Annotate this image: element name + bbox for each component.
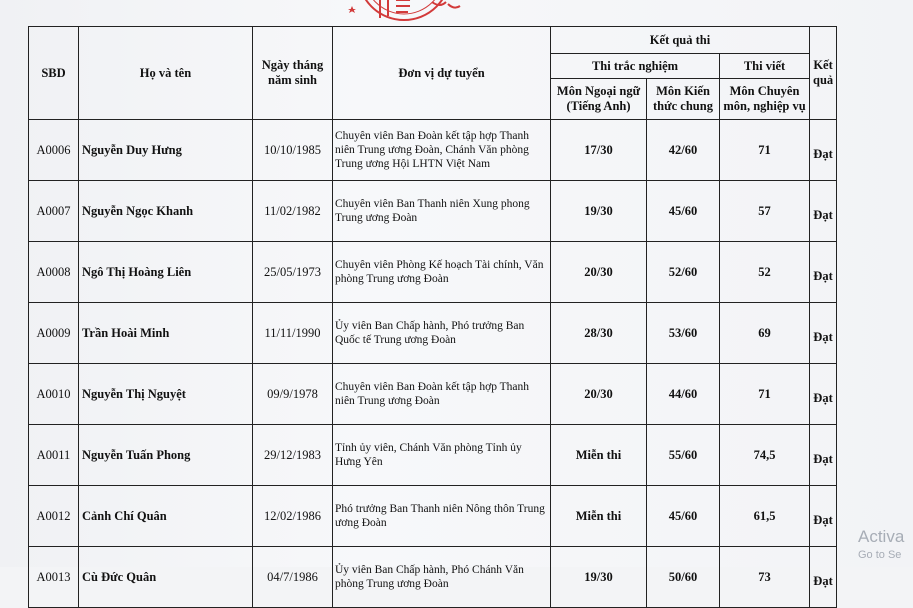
cell-english: 20/30 [551,364,647,425]
watermark-line1: Activa [858,527,905,546]
cell-name: Cảnh Chí Quân [79,486,253,547]
exam-results-table [28,26,837,608]
header-specialty: Môn Chuyên môn, nghiệp vụ [720,79,810,120]
cell-english: Miễn thi [551,486,647,547]
cell-general: 45/60 [647,486,720,547]
cell-written: 52 [720,242,810,303]
cell-general: 45/60 [647,181,720,242]
cell-dob: 10/10/1985 [253,120,333,181]
cell-written: 73 [720,547,810,608]
cell-dob: 25/05/1973 [253,242,333,303]
cell-english: Miễn thi [551,425,647,486]
cell-sbd: A0009 [29,303,79,364]
cell-sbd: A0006 [29,120,79,181]
table-row [29,181,837,242]
cell-english: 28/30 [551,303,647,364]
header-exam-results: Kết quả thi [551,27,810,54]
cell-result: Đạt [810,364,837,425]
header-foreign-language: Môn Ngoại ngữ (Tiếng Anh) [551,79,647,120]
cell-unit: Chuyên viên Ban Đoàn kết tập hợp Thanh niên Trung ương Đoàn [333,364,551,425]
cell-unit: Ủy viên Ban Chấp hành, Phó trưởng Ban Quốc tế Trung ương Đoàn [333,303,551,364]
cell-sbd: A0007 [29,181,79,242]
cell-dob: 11/02/1982 [253,181,333,242]
cell-english: 19/30 [551,547,647,608]
cell-name: Nguyễn Duy Hưng [79,120,253,181]
table-row [29,364,837,425]
cell-english: 17/30 [551,120,647,181]
cell-written: 74,5 [720,425,810,486]
cell-result: Đạt [810,486,837,547]
cell-sbd: A0010 [29,364,79,425]
cell-unit: Ủy viên Ban Chấp hành, Phó Chánh Văn phòng Trung ương Đoàn [333,547,551,608]
table-row [29,547,837,608]
activation-watermark [858,528,904,564]
cell-written: 57 [720,181,810,242]
header-written: Thi viết [720,54,810,79]
cell-written: 61,5 [720,486,810,547]
red-seal-stamp [336,0,472,24]
cell-general: 44/60 [647,364,720,425]
cell-name: Nguyễn Tuấn Phong [79,425,253,486]
cell-unit: Chuyên viên Ban Thanh niên Xung phong Trung ương Đoàn [333,181,551,242]
cell-dob: 12/02/1986 [253,486,333,547]
header-dob: Ngày tháng năm sinh [253,27,333,120]
cell-name: Cù Đức Quân [79,547,253,608]
cell-written: 71 [720,364,810,425]
cell-unit: Phó trưởng Ban Thanh niên Nông thôn Trung ương Đoàn [333,486,551,547]
cell-written: 71 [720,120,810,181]
watermark-line2: Go to Se [858,549,902,561]
cell-name: Nguyễn Ngọc Khanh [79,181,253,242]
cell-unit: Chuyên viên Ban Đoàn kết tập hợp Thanh niên Trung ương Đoàn, Chánh Văn phòng Trung ương Hội LHTN Việt Nam [333,120,551,181]
table-row [29,242,837,303]
cell-sbd: A0013 [29,547,79,608]
cell-sbd: A0011 [29,425,79,486]
header-name: Họ và tên [79,27,253,120]
cell-written: 69 [720,303,810,364]
cell-english: 19/30 [551,181,647,242]
cell-result: Đạt [810,547,837,608]
cell-result: Đạt [810,120,837,181]
cell-dob: 09/9/1978 [253,364,333,425]
table-row [29,486,837,547]
cell-sbd: A0008 [29,242,79,303]
header-general-knowledge: Môn Kiến thức chung [647,79,720,120]
cell-name: Nguyễn Thị Nguyệt [79,364,253,425]
cell-result: Đạt [810,242,837,303]
cell-general: 42/60 [647,120,720,181]
cell-dob: 29/12/1983 [253,425,333,486]
cell-result: Đạt [810,181,837,242]
cell-unit: Tỉnh ủy viên, Chánh Văn phòng Tỉnh ủy Hưng Yên [333,425,551,486]
cell-general: 50/60 [647,547,720,608]
cell-name: Ngô Thị Hoàng Liên [79,242,253,303]
cell-result: Đạt [810,425,837,486]
cell-sbd: A0012 [29,486,79,547]
header-final-result: Kết quả [810,27,837,120]
cell-general: 52/60 [647,242,720,303]
table-row [29,120,837,181]
cell-name: Trần Hoài Minh [79,303,253,364]
header-unit: Đơn vị dự tuyển [333,27,551,120]
table-row [29,303,837,364]
cell-dob: 11/11/1990 [253,303,333,364]
cell-general: 55/60 [647,425,720,486]
cell-english: 20/30 [551,242,647,303]
cell-dob: 04/7/1986 [253,547,333,608]
header-multiple-choice: Thi trắc nghiệm [551,54,720,79]
table-row [29,425,837,486]
cell-unit: Chuyên viên Phòng Kế hoạch Tài chính, Văn phòng Trung ương Đoàn [333,242,551,303]
cell-result: Đạt [810,303,837,364]
cell-general: 53/60 [647,303,720,364]
header-sbd: SBD [29,27,79,120]
